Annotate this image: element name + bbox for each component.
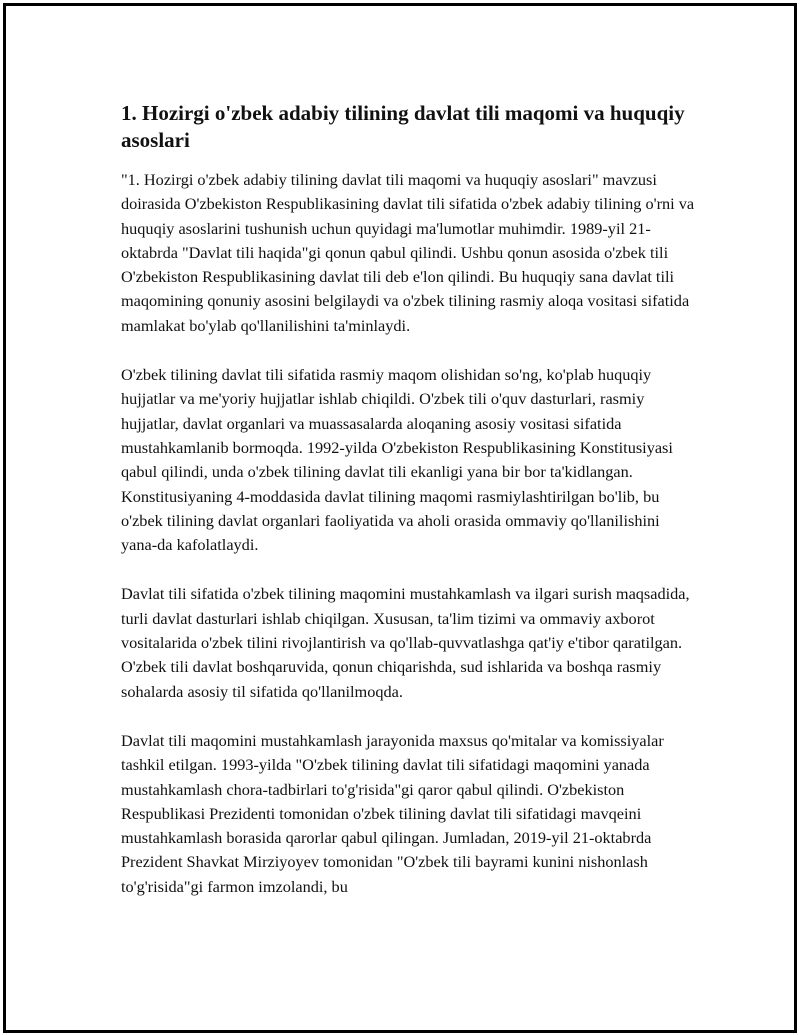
paragraph-1: "1. Hozirgi o'zbek adabiy tilining davlat tili maqomi va huquqiy asoslari" mavzusi doirasida O'zbekiston Respublikasining davlat tili sifatida o'zbek adabiy tilining o'rni va huquqiy asoslarini tushunish uchun quyidagi ma'lumotlar muhimdir. 1989-yil 21-oktabrda "Davlat tili haqida"gi qonun qabul qilindi. Ushbu qonun asosida o'zbek tili O'zbekiston Respublikasining davlat tili deb e'lon qilindi. Bu huquqiy sana davlat tili maqomining qonuniy asosini belgilaydi va o'zbek tilining rasmiy aloqa vositasi sifatida mamlakat bo'ylab qo'llanilishini ta'minlaydi. (121, 170, 695, 335)
page-frame (3, 3, 797, 1033)
paragraph-2: O'zbek tilining davlat tili sifatida rasmiy maqom olishidan so'ng, ko'plab huquqiy hujjatlar va me'yoriy hujjatlar ishlab chiqildi. O'zbek tili o'quv dasturlari, rasmiy hujjatlar, davlat organlari va muassasalarda aloqaning asosiy vositasi sifatida mustahkamlanib bormoqda. 1992-yilda O'zbekiston Respublikasining Konstitusiyasi qabul qilindi, unda o'zbek tilining davlat tili ekanligi yana bir bor ta'kidlangan. Konstitusiyaning 4-moddasida davlat tilining maqomi rasmiylashtirilgan bo'lib, bu o'zbek tilining davlat organlari faoliyatida va aholi orasida ommaviy qo'llanilishini yana-da kafolatlaydi. (121, 365, 673, 555)
paragraph-3: Davlat tili sifatida o'zbek tilining maqomini mustahkamlash va ilgari surish maqsadida, turli davlat dasturlari ishlab chiqilgan. Xususan, ta'lim tizimi va ommaviy axborot vositalarida o'zbek tilini rivojlantirish va qo'llab-quvvatlashga qat'iy e'tibor qaratilgan. O'zbek tili davlat boshqaruvida, qonun chiqarishda, sud ishlarida va boshqa rasmiy sohalarda asosiy til sifatida qo'llanilmoqda. (121, 584, 690, 701)
document-body (121, 100, 696, 924)
paragraph-4: Davlat tili maqomini mustahkamlash jarayonida maxsus qo'mitalar va komissiyalar tashkil etilgan. 1993-yilda "O'zbek tilining davlat tili sifatidagi maqomini yanada mustahkamlash chora-tadbirlari to'g'risida"gi qaror qabul qilindi. O'zbekiston Respublikasi Prezidenti tomonidan o'zbek tilining davlat tili sifatidagi mavqeini mustahkamlash borasida qarorlar qabul qilingan. Jumladan, 2019-yil 21-oktabrda Prezident Shavkat Mirziyoyev tomonidan "O'zbek tili bayrami kunini nishonlash to'g'risida"gi farmon imzolandi, bu (121, 730, 664, 896)
document-title: 1. Hozirgi o'zbek adabiy tilining davlat tili maqomi va huquqiy asoslari (121, 101, 685, 152)
